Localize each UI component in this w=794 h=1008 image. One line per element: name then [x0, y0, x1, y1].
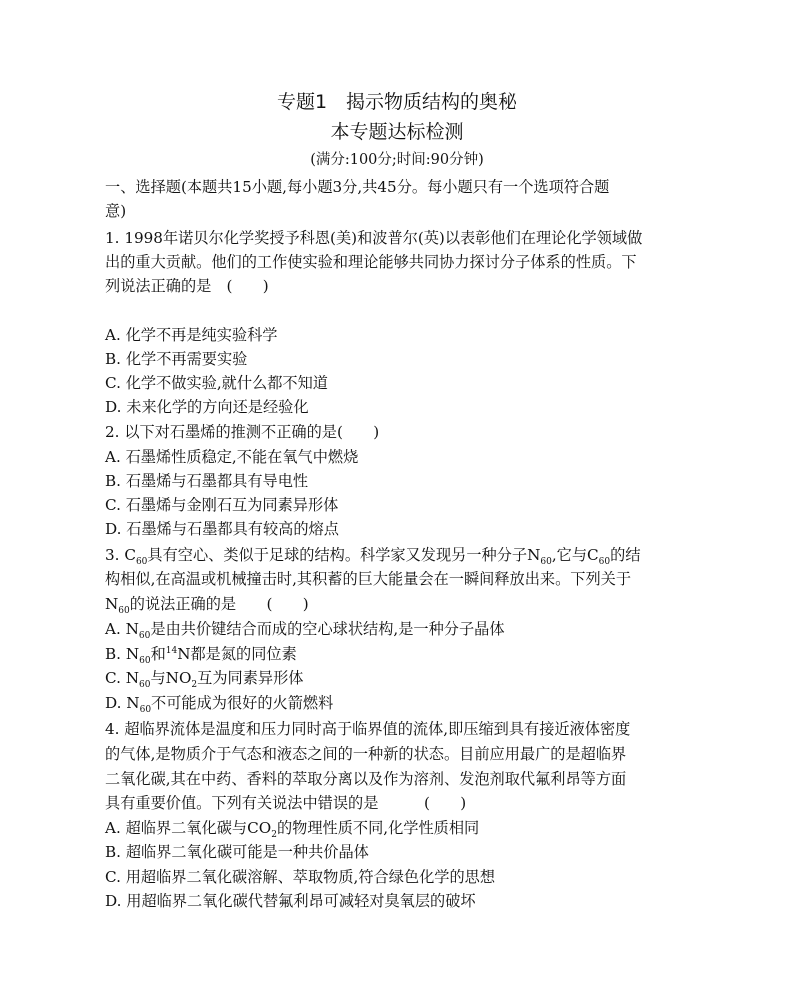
- q1-stem-line3: 列说法正确的是 ( ): [105, 277, 269, 295]
- q2-stem: 2. 以下对石墨烯的推测不正确的是( ): [105, 423, 380, 441]
- q4-option-b: B. 超临界二氧化碳可能是一种共价晶体: [105, 843, 369, 861]
- section-heading: 一、选择题(本题共15小题,每小题3分,共45分。每小题只有一个选项符合题: [105, 178, 610, 196]
- q2-option-d: D. 石墨烯与石墨都具有较高的熔点: [105, 520, 339, 538]
- q1-option-d: D. 未来化学的方向还是经验化: [105, 398, 309, 416]
- q3-stem-line1: 3. $C_{60}$具有空心、类似于足球的结构。科学家又发现另一种分子$N_{60}$,它与$C_{60}$的结: [105, 546, 641, 568]
- q4-stem-line4: 具有重要价值。下列有关说法中错误的是 ( ): [105, 794, 467, 812]
- q1-stem-line1: 1. 1998年诺贝尔化学奖授予科恩(美)和波普尔(英)以表彰他们在理论化学领域做: [105, 229, 643, 247]
- chapter-title: 专题1 揭示物质结构的奥秘: [276, 91, 518, 113]
- q4-option-a: A. 超临界二氧化碳与$CO_2$的物理性质不同,化学性质相同: [105, 819, 480, 841]
- q1-option-c: C. 化学不做实验,就什么都不知道: [105, 374, 328, 392]
- exam-title: 本专题达标检测: [330, 121, 464, 143]
- q3-option-a: A. $N_{60}$是由共价键结合而成的空心球状结构,是一种分子晶体: [105, 620, 505, 642]
- q3-option-d: D. $N_{60}$不可能成为很好的火箭燃料: [105, 694, 334, 716]
- q1-option-a: A. 化学不再是纯实验科学: [105, 326, 278, 344]
- q3-stem-line3: $N_{60}$的说法正确的是 ( ): [105, 595, 309, 617]
- q4-stem-line3: 二氧化碳,其在中药、香料的萃取分离以及作为溶剂、发泡剂取代氟利昂等方面: [105, 770, 627, 788]
- q4-stem-line2: 的气体,是物质介于气态和液态之间的一种新的状态。目前应用最广的是超临界: [105, 745, 627, 763]
- q4-stem-line1: 4. 超临界流体是温度和压力同时高于临界值的流体,即压缩到具有接近液体密度: [105, 720, 631, 738]
- q4-option-c: C. 用超临界二氧化碳溶解、萃取物质,符合绿色化学的思想: [105, 868, 496, 886]
- q2-option-b: B. 石墨烯与石墨都具有导电性: [105, 472, 309, 490]
- section-heading-cont: 意): [105, 202, 127, 220]
- q3-stem-line2: 构相似,在高温或机械撞击时,其积蓄的巨大能量会在一瞬间释放出来。下列关于: [105, 570, 632, 588]
- q2-option-a: A. 石墨烯性质稳定,不能在氧气中燃烧: [105, 448, 359, 466]
- q3-option-b: B. $N_{60}$和$^{14}$N都是氮的同位素: [105, 645, 297, 667]
- q2-option-c: C. 石墨烯与金刚石互为同素异形体: [105, 496, 339, 514]
- q3-option-c: C. $N_{60}$与$NO_2$互为同素异形体: [105, 669, 304, 691]
- q1-stem-line2: 出的重大贡献。他们的工作使实验和理论能够共同协力探讨分子体系的性质。下: [105, 253, 637, 271]
- exam-meta: (满分:100分;时间:90分钟): [310, 152, 484, 168]
- q4-option-d: D. 用超临界二氧化碳代替氟利昂可减轻对臭氧层的破坏: [105, 892, 476, 910]
- q1-option-b: B. 化学不再需要实验: [105, 350, 248, 368]
